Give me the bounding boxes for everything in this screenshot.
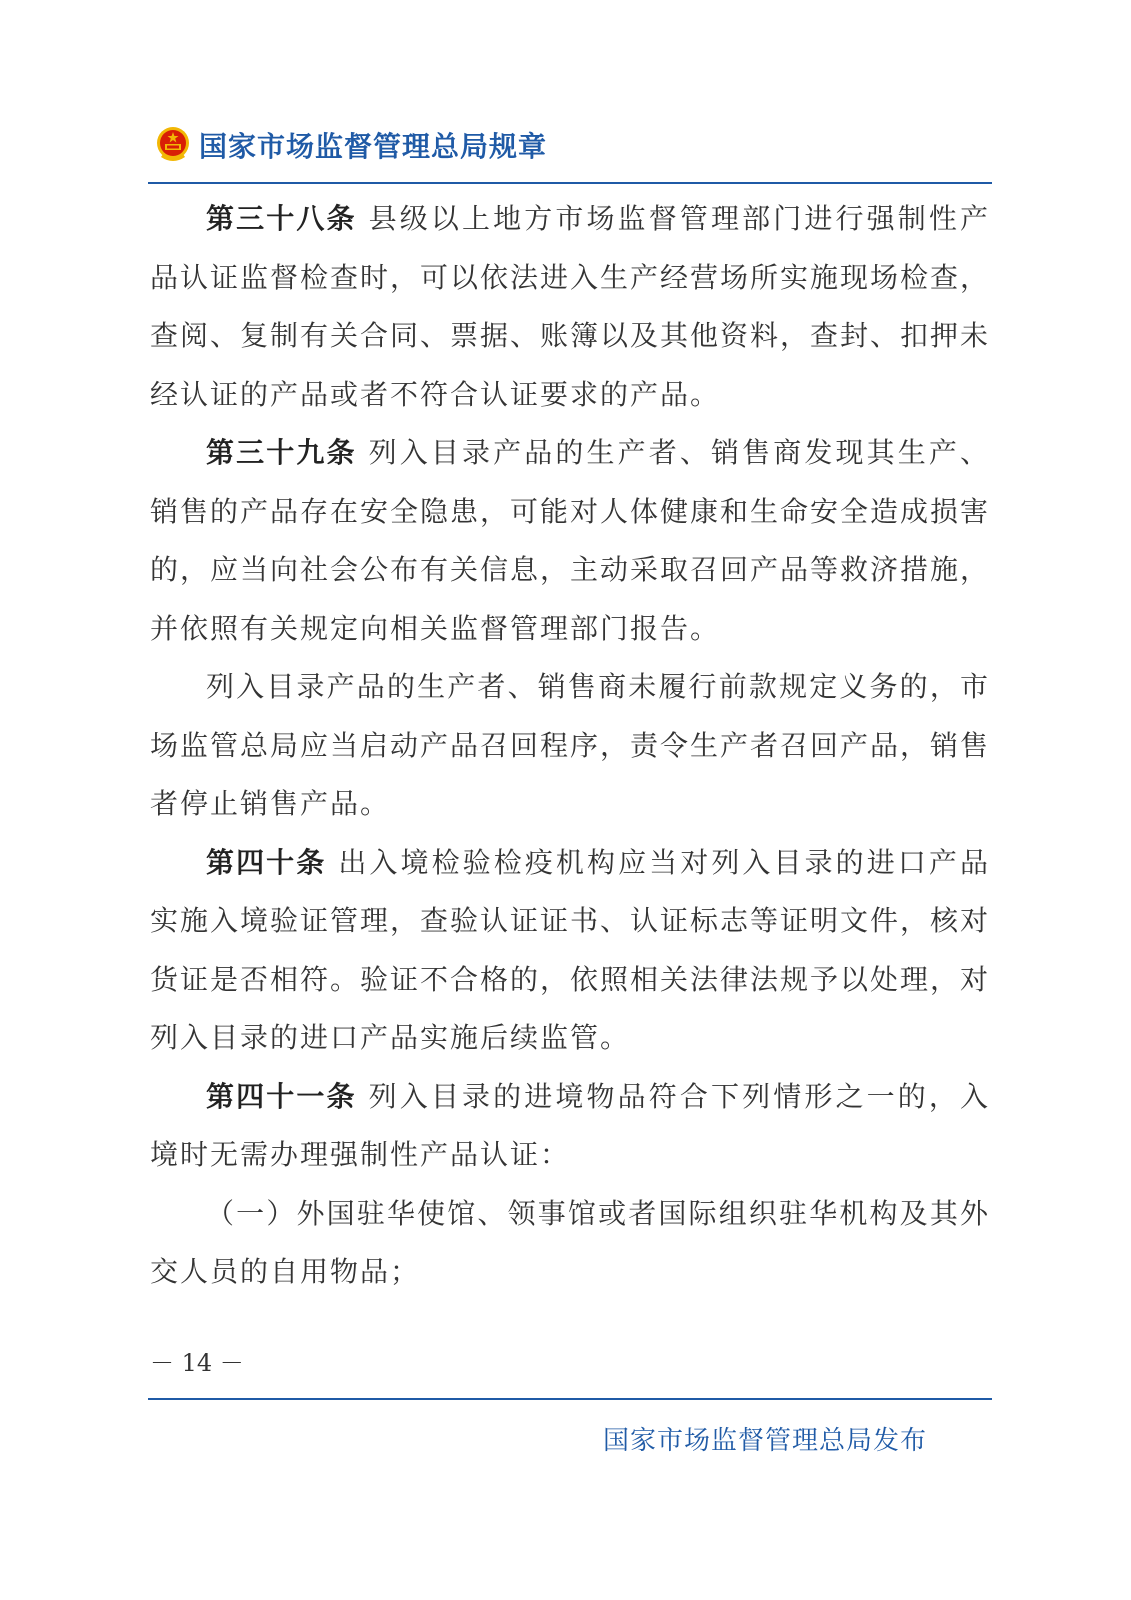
article-text: 列入目录的进境物品符合下列情形之一的，入境时无需办理强制性产品认证：	[150, 1079, 990, 1171]
page-number: － 14 －	[150, 1349, 244, 1377]
article-text: 列入目录产品的生产者、销售商未履行前款规定义务的，市场监管总局应当启动产品召回程序，责令生产者召回产品，销售者停止销售产品。	[150, 670, 991, 820]
article-text: （一）外国驻华使馆、领事馆或者国际组织驻华机构及其外交人员的自用物品；	[150, 1196, 990, 1288]
article-38-paragraph	[150, 190, 990, 424]
article-40-paragraph	[150, 834, 990, 1068]
article-text: 出入境检验检疫机构应当对列入目录的进口产品实施入境验证管理，查验认证证书、认证标志等证明文件，核对货证是否相符。验证不合格的，依照相关法律法规予以处理，对列入目录的进口产品实施后续监管。	[150, 845, 991, 1054]
article-heading: 第四十条	[206, 845, 327, 879]
article-39-clause-2-paragraph	[150, 658, 990, 834]
page-header	[155, 120, 547, 170]
article-text: 县级以上地方市场监督管理部门进行强制性产品认证监督检查时，可以依法进入生产经营场所实施现场检查，查阅、复制有关合同、票据、账簿以及其他资料，查封、扣押未经认证的产品或者不符合认证要求的产品。	[150, 202, 991, 411]
footer-divider	[148, 1398, 992, 1400]
footer-publisher: 国家市场监督管理总局发布	[602, 1426, 927, 1456]
article-heading: 第三十八条	[206, 202, 357, 235]
article-heading: 第四十一条	[206, 1079, 357, 1113]
article-heading: 第三十九条	[206, 436, 357, 469]
national-emblem-icon	[155, 125, 191, 165]
article-text: 列入目录产品的生产者、销售商发现其生产、销售的产品存在安全隐患，可能对人体健康和生命安全造成损害的，应当向社会公布有关信息，主动采取召回产品等救济措施，并依照有关规定向相关监督管理部门报告。	[150, 436, 991, 645]
header-divider	[148, 182, 992, 184]
article-39-paragraph	[150, 424, 990, 658]
document-body	[150, 190, 990, 1302]
header-title: 国家市场监督管理总局规章	[199, 130, 548, 163]
article-41-item-1-paragraph	[150, 1185, 990, 1302]
article-41-paragraph	[150, 1068, 990, 1185]
